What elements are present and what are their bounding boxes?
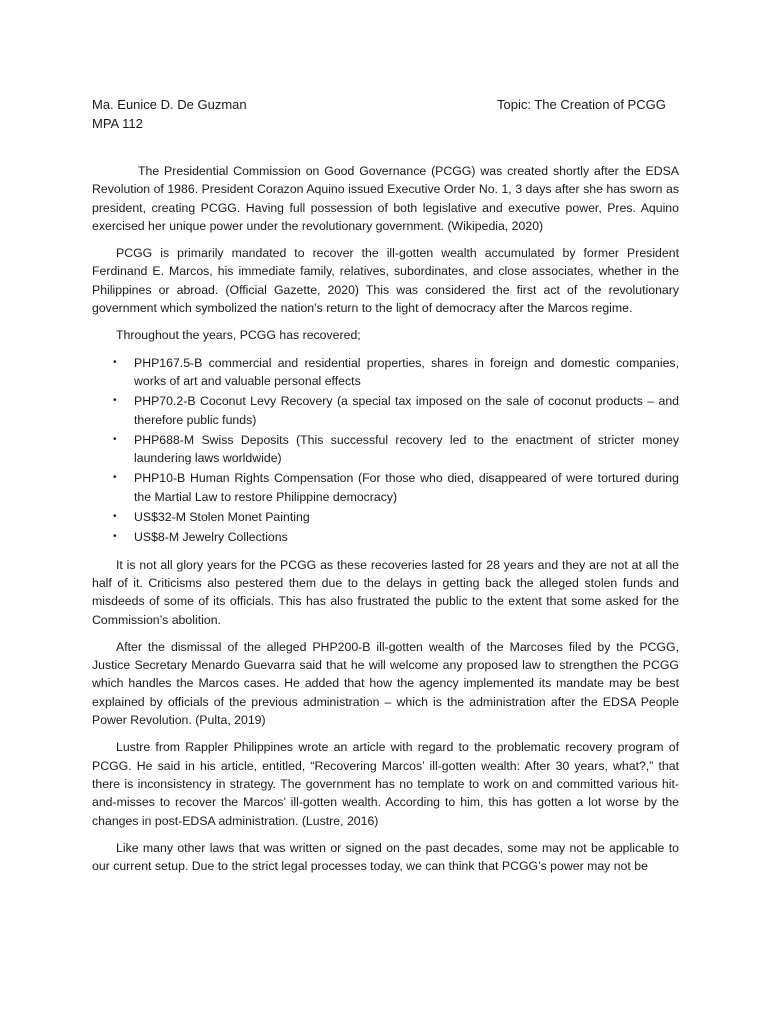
list-item	[113, 354, 679, 391]
document-topic: Topic: The Creation of PCGG	[497, 97, 666, 112]
recoveries-list	[92, 354, 679, 547]
list-item	[113, 431, 679, 468]
list-item-text: PHP70.2-B Coconut Levy Recovery (a special tax imposed on the sale of coconut products – and therefore public funds)	[134, 394, 679, 427]
bullet-icon: •	[113, 356, 117, 368]
document-body	[92, 162, 679, 875]
bullet-icon: •	[113, 531, 117, 543]
list-item	[113, 392, 679, 429]
paragraph-dismissal: After the dismissal of the alleged PHP200-B ill-gotten wealth of the Marcoses filed by the PCGG, Justice Secretary Menardo Guevarra said that he will welcome any proposed law to strengthen the PCGG which handles the Marcos cases. He added that how the agency implemented its mandate may be best explained by officials of the previous administration – which is the administration after the EDSA People Power Revolution. (Pulta, 2019)	[92, 639, 679, 728]
list-item	[113, 508, 679, 526]
bullet-icon: •	[113, 472, 117, 484]
paragraph-criticisms: It is not all glory years for the PCGG as these recoveries lasted for 28 years and they are not at all the half of it. Criticisms also pestered them due to the delays in getting back the alleged stolen funds and misdeeds of some of its officials. This has also frustrated the public to the extent that some asked for the Commission’s abolition.	[92, 557, 679, 627]
bullet-icon: •	[113, 511, 117, 523]
paragraph-intro: The Presidential Commission on Good Governance (PCGG) was created shortly after the EDSA Revolution of 1986. President Corazon Aquino issued Executive Order No. 1, 3 days after she has sworn as president, creating PCGG. Having full possession of both legislative and executive power, Pres. Aquino exercised her unique power under the revolutionary government. (Wikipedia, 2020)	[92, 164, 679, 233]
list-item	[113, 469, 679, 506]
bullet-icon: •	[113, 395, 117, 407]
document-header	[92, 95, 679, 135]
author-name: Ma. Eunice D. De Guzman	[92, 97, 247, 112]
paragraph-laws: Like many other laws that was written or signed on the past decades, some may not be applicable to our current setup. Due to the strict legal processes today, we can think that PCGG’s power may not be	[92, 840, 679, 874]
list-item-text: PHP688-M Swiss Deposits (This successful recovery led to the enactment of stricter money laundering laws worldwide)	[134, 432, 679, 466]
list-item-text: US$8-M Jewelry Collections	[134, 530, 288, 545]
list-item-text: US$32-M Stolen Monet Painting	[134, 510, 310, 525]
list-item	[113, 528, 679, 546]
list-item-text: PHP167.5-B commercial and residential properties, shares in foreign and domestic companies, works of art and valuable personal effects	[134, 355, 679, 388]
list-item-text: PHP10-B Human Rights Compensation (For those who died, disappeared of were tortured during the Martial Law to restore Philippine democracy)	[134, 471, 679, 504]
paragraph-mandate: PCGG is primarily mandated to recover the ill-gotten wealth accumulated by former President Ferdinand E. Marcos, his immediate family, relatives, subordinates, and close associates, whether in the Philippines or abroad. (Official Gazette, 2020) This was considered the first act of the revolutionary government which symbolized the nation’s return to the light of democracy after the Marcos regime.	[92, 246, 679, 316]
paragraph-recovered-lead: Throughout the years, PCGG has recovered;	[116, 328, 361, 343]
paragraph-lustre: Lustre from Rappler Philippines wrote an article with regard to the problematic recovery program of PCGG. He said in his article, entitled, “Recovering Marcos’ ill-gotten wealth: After 30 years, what?,” that there is inconsistency in strategy. The government has no template to work on and committed various hit-and-misses to recover the Marcos’ ill-gotten wealth. According to him, this has gotten a lot worse by the changes in post-EDSA administration. (Lustre, 2016)	[92, 740, 679, 828]
bullet-icon: •	[113, 433, 117, 445]
course-code: MPA 112	[92, 116, 143, 131]
